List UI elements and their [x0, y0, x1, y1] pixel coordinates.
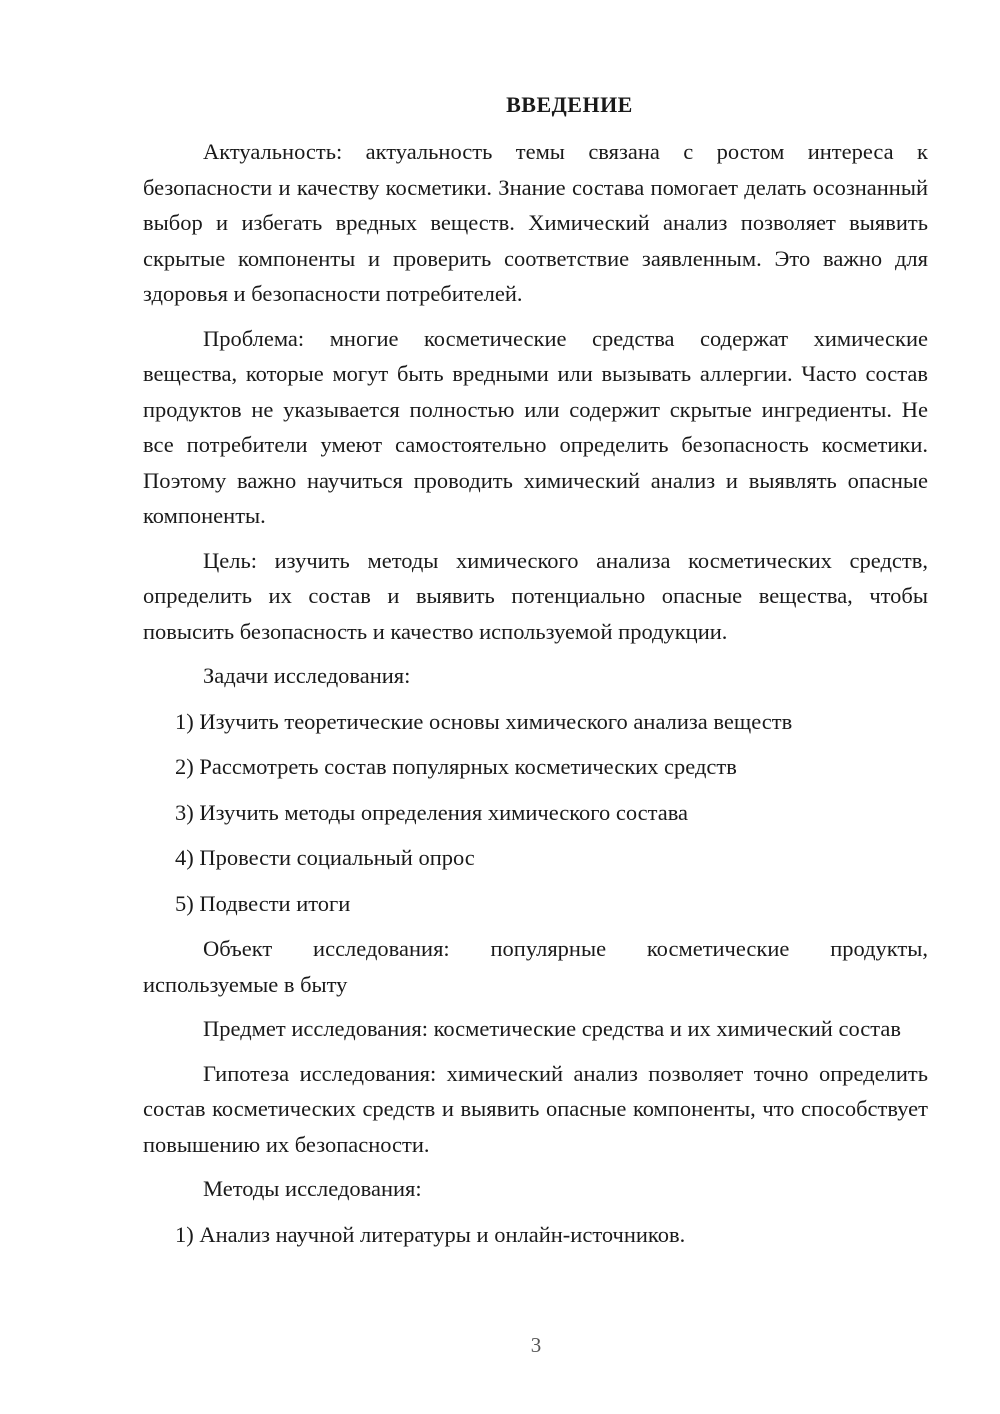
document-body — [143, 92, 928, 1262]
hypothesis-paragraph: Гипотеза исследования: химический анализ позволяет точно определить состав косметических средств и выявить опасные компоненты, что способствует повышению их безопасности. — [143, 1060, 928, 1157]
relevance-paragraph: Актуальность: актуальность темы связана с ростом интереса к безопасности и качеству косметики. Знание состава помогает делать осознанный выбор и избегать вредных веществ. Химический анализ позволяет выявить скрытые компоненты и проверить соответствие заявленным. Это важно для здоровья и безопасности потребителей. — [143, 139, 928, 306]
task-item: 2) Рассмотреть состав популярных косметических средств — [175, 754, 737, 779]
page-number: 3 — [530, 1333, 542, 1357]
methods-list — [143, 1217, 928, 1253]
task-item: 5) Подвести итоги — [175, 890, 351, 916]
method-item: 1) Анализ научной литературы и онлайн-источников. — [175, 1221, 686, 1247]
task-item: 1) Изучить теоретические основы химического анализа веществ — [175, 708, 793, 734]
subject-paragraph: Предмет исследования: косметические средства и их химический состав — [203, 1016, 901, 1041]
tasks-heading: Задачи исследования: — [203, 663, 411, 688]
goal-paragraph: Цель: изучить методы химического анализа косметических средств, определить их состав и выявить потенциально опасные вещества, чтобы повысить безопасность и качество используемой продукции. — [143, 547, 928, 644]
problem-paragraph: Проблема: многие косметические средства содержат химические вещества, которые могут быть вредными или вызывать аллергии. Часто состав продуктов не указывается полностью или содержит скрытые ингредиенты. Не все потребители умеют самостоятельно определить безопасность косметики. Поэтому важно научиться проводить химический анализ и выявлять опасные компоненты. — [143, 325, 928, 528]
object-paragraph: Объект исследования: популярные косметические продукты, используемые в быту — [143, 936, 928, 997]
task-item: 3) Изучить методы определения химического состава — [175, 799, 689, 825]
task-item: 4) Провести социальный опрос — [175, 845, 475, 870]
methods-heading: Методы исследования: — [203, 1176, 422, 1201]
page-title: ВВЕДЕНИЕ — [506, 92, 633, 117]
tasks-list — [143, 704, 928, 922]
